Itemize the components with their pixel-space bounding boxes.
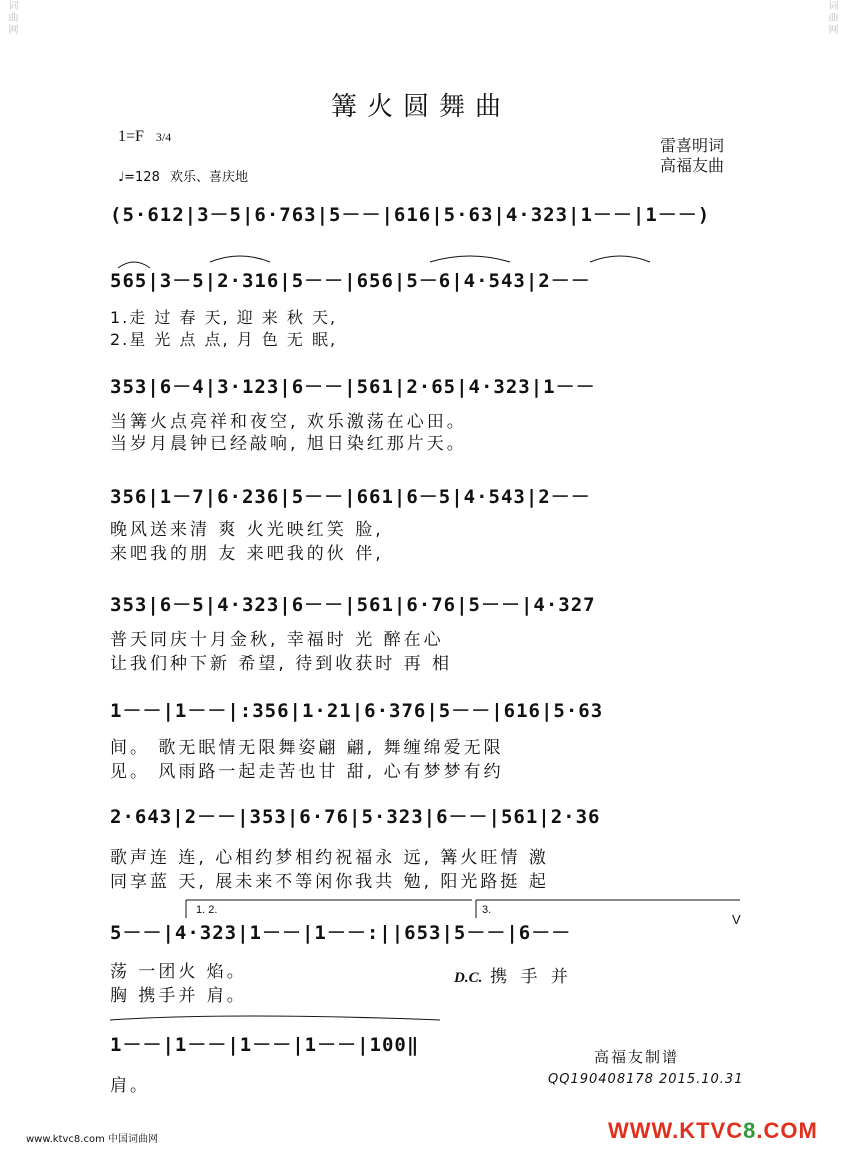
- score-row: (5·612|3－5|6·763|5－－|616|5·63|4·323|1－－|1－－): [110, 204, 711, 226]
- score-row: 2·643|2－－|353|6·76|5·323|6－－|561|2·36: [110, 806, 601, 828]
- lyric-line: 歌声连 连, 心相约梦相约祝福永 远, 篝火旺情 激: [110, 848, 549, 868]
- score-row: 565|3－5|2·316|5－－|656|5－6|4·543|2－－: [110, 270, 591, 292]
- footer-site-text: www.ktvc8.com 中国词曲网: [26, 1134, 159, 1145]
- side-watermark-right: [824, 0, 838, 1171]
- lyric-line: 普天同庆十月金秋, 幸福时 光 醉在心: [110, 630, 444, 650]
- time-signature: 3/4: [155, 130, 172, 144]
- key-signature: [118, 128, 171, 146]
- dc-text: D.C.: [454, 970, 483, 986]
- lyric-line: 当岁月晨钟已经敲响, 旭日染红那片天。: [110, 434, 467, 454]
- tie-arc: [210, 256, 270, 262]
- lyric-line: 让我们种下新 希望, 待到收获时 再 相: [110, 654, 453, 674]
- lyric-line: 见。 风雨路一起走苦也甘 甜, 心有梦梦有约: [110, 762, 504, 782]
- lyric-line: 肩。: [110, 1076, 150, 1096]
- volta-1-2: 1. 2.: [196, 904, 218, 916]
- watermark-text: 词曲网: [826, 0, 837, 36]
- score-row: 353|6－4|3·123|6－－|561|2·65|4·323|1－－: [110, 376, 596, 398]
- volta-3: 3.: [482, 904, 492, 916]
- lyric-line: 当篝火点亮祥和夜空, 欢乐激荡在心田。: [110, 412, 467, 432]
- dc-marking: [454, 962, 572, 987]
- score-row: 1－－|1－－|:356|1·21|6·376|5－－|616|5·63: [110, 700, 604, 722]
- lyric-line: 2.星 光 点 点, 月 色 无 眠,: [110, 330, 338, 349]
- side-watermark-left: [4, 0, 18, 1171]
- tie-arc: [110, 1016, 440, 1020]
- volta-bracket-2: [476, 900, 740, 918]
- footer-logo: [608, 1118, 818, 1144]
- qq-date-line: QQ190408178 2015.10.31: [548, 1072, 744, 1087]
- breath-mark: V: [732, 912, 741, 927]
- song-title: 篝火圆舞曲: [330, 92, 511, 122]
- key-text: 1=F: [118, 128, 144, 145]
- lyric-line: 荡 一团火 焰。: [110, 962, 247, 982]
- footer-logo-c: .COM: [756, 1118, 818, 1143]
- volta-bracket-1: [186, 900, 472, 918]
- score-row: 5－－|4·323|1－－|1－－:||653|5－－|6－－: [110, 922, 572, 944]
- footer-logo-a: WWW.KTVC: [608, 1118, 744, 1143]
- lyric-line: 间。 歌无眠情无限舞姿翩 翩, 舞缠绵爱无限: [110, 738, 504, 758]
- lyricist: 雷喜明词: [660, 136, 725, 155]
- credits: [660, 136, 724, 176]
- tempo-mark: [118, 166, 248, 185]
- score-row: 1－－|1－－|1－－|1－－|100‖: [110, 1034, 420, 1056]
- lyric-line: 同享蓝 天, 展未来不等闲你我共 勉, 阳光路挺 起: [110, 872, 549, 892]
- composer: 高福友曲: [660, 156, 725, 175]
- expression-text: 欢乐、喜庆地: [169, 170, 248, 185]
- footer-logo-b: 8: [743, 1118, 757, 1143]
- score-row: 353|6－5|4·323|6－－|561|6·76|5－－|4·327: [110, 594, 596, 616]
- score-row: 356|1－7|6·236|5－－|661|6－5|4·543|2－－: [110, 486, 591, 508]
- lyric-line: 来吧我的朋 友 来吧我的伙 伴,: [110, 544, 384, 564]
- tie-arc: [430, 256, 510, 262]
- dc-lyric: 携 手 并: [490, 967, 572, 987]
- lyric-line: 胸 携手并 肩。: [110, 986, 247, 1006]
- lyric-line: 晚风送来清 爽 火光映红笑 脸,: [110, 520, 384, 540]
- tie-arc: [590, 256, 650, 262]
- tempo-text: ♩=128: [118, 170, 160, 185]
- score-maker: 高福友制谱: [594, 1048, 680, 1066]
- watermark-text: 词曲网: [6, 0, 17, 36]
- lyric-line: 1.走 过 春 天, 迎 来 秋 天,: [110, 308, 338, 327]
